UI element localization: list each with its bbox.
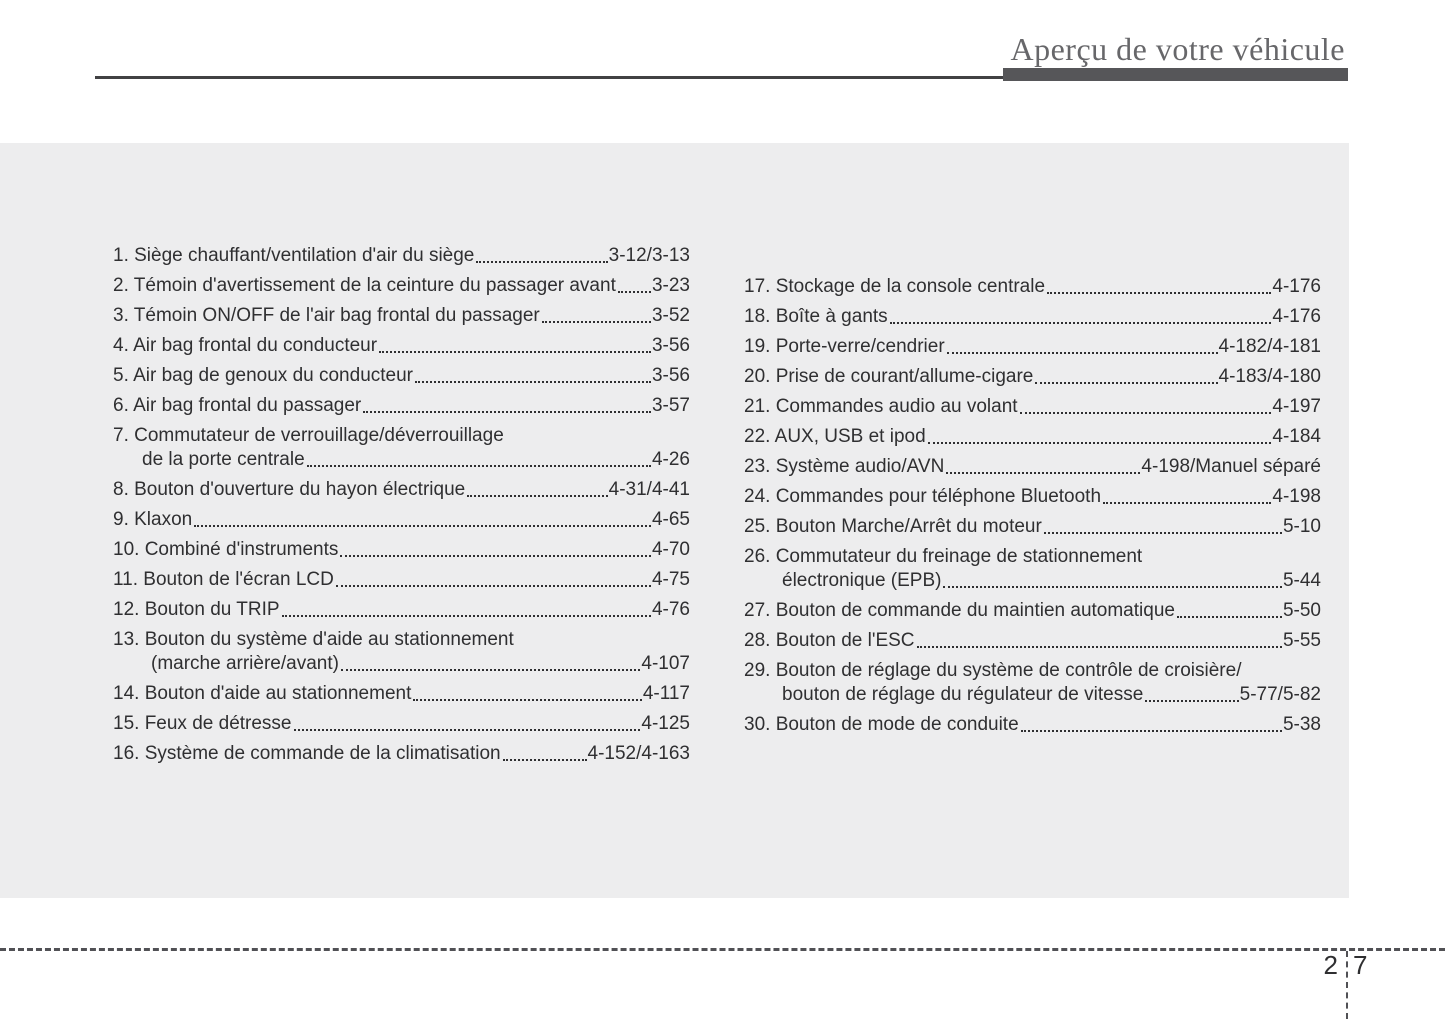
toc-entry-18 xyxy=(744,305,1321,329)
toc-item-text: 30. Bouton de mode de conduite xyxy=(744,714,1019,735)
toc-leader-dots xyxy=(340,538,651,557)
toc-entry-line2 xyxy=(744,683,1321,707)
toc-page-ref: 4-31/4-41 xyxy=(608,479,690,500)
toc-item-text: 28. Bouton de l'ESC xyxy=(744,630,915,651)
footer-vertical-dashed-rule xyxy=(1346,951,1348,1019)
toc-item-text: 27. Bouton de commande du maintien automatique xyxy=(744,600,1175,621)
toc-entry-15 xyxy=(113,712,690,736)
toc-leader-dots xyxy=(415,364,651,383)
toc-item-text: 21. Commandes audio au volant xyxy=(744,396,1018,417)
toc-entry-29 xyxy=(744,659,1321,707)
toc-entry-3 xyxy=(113,304,690,328)
toc-entry-line2 xyxy=(113,652,690,676)
toc-entry-27 xyxy=(744,599,1321,623)
toc-entry-6 xyxy=(113,394,690,418)
toc-item-text2: bouton de réglage du régulateur de vitesse xyxy=(782,684,1144,705)
toc-page-ref: 3-52 xyxy=(651,305,690,326)
toc-leader-dots xyxy=(194,508,651,527)
toc-page-ref: 4-198 xyxy=(1272,486,1321,507)
toc-entry-line xyxy=(113,424,690,448)
toc-item-text: 6. Air bag frontal du passager xyxy=(113,395,362,416)
toc-entry-line xyxy=(113,244,690,268)
toc-leader-dots xyxy=(294,712,641,731)
toc-leader-dots xyxy=(1145,683,1238,702)
toc-item-text: 23. Système audio/AVN xyxy=(744,456,945,477)
toc-page-ref: 4-152/4-163 xyxy=(587,743,690,764)
toc-leader-dots xyxy=(947,335,1218,354)
toc-entry-5 xyxy=(113,364,690,388)
toc-entry-line xyxy=(744,365,1321,389)
toc-item-text: 1. Siège chauffant/ventilation d'air du siège xyxy=(113,245,475,266)
toc-entry-line2 xyxy=(113,448,690,472)
toc-entry-28 xyxy=(744,629,1321,653)
toc-page-ref: 5-10 xyxy=(1282,516,1321,537)
toc-entry-line xyxy=(744,713,1321,737)
toc-item-text2: de la porte centrale xyxy=(142,449,305,470)
toc-page-ref: 4-76 xyxy=(651,599,690,620)
toc-item-text: 10. Combiné d'instruments xyxy=(113,539,339,560)
toc-item-text: 16. Système de commande de la climatisation xyxy=(113,743,501,764)
toc-page-ref: 4-65 xyxy=(651,509,690,530)
toc-leader-dots xyxy=(1103,485,1271,504)
toc-entry-19 xyxy=(744,335,1321,359)
toc-item-text: 24. Commandes pour téléphone Bluetooth xyxy=(744,486,1102,507)
toc-leader-dots xyxy=(1021,713,1282,732)
toc-entry-line xyxy=(113,568,690,592)
toc-column-right xyxy=(744,275,1321,772)
toc-entry-17 xyxy=(744,275,1321,299)
toc-entry-line xyxy=(744,305,1321,329)
toc-leader-dots xyxy=(946,455,1140,474)
toc-item-text: 29. Bouton de réglage du système de contrôle de croisière/ xyxy=(744,660,1242,681)
toc-entry-line xyxy=(744,275,1321,299)
toc-entry-line xyxy=(113,304,690,328)
toc-item-text2: (marche arrière/avant) xyxy=(151,653,339,674)
toc-entry-30 xyxy=(744,713,1321,737)
toc-item-text: 19. Porte-verre/cendrier xyxy=(744,336,945,357)
toc-entry-line xyxy=(744,659,1321,683)
toc-leader-dots xyxy=(943,569,1282,588)
toc-entry-line2 xyxy=(744,569,1321,593)
toc-page-ref: 4-184 xyxy=(1272,426,1321,447)
toc-entry-line xyxy=(744,515,1321,539)
toc-entry-13 xyxy=(113,628,690,676)
toc-entry-line xyxy=(113,628,690,652)
toc-leader-dots xyxy=(341,652,640,671)
toc-page-ref: 3-12/3-13 xyxy=(608,245,690,266)
toc-entry-line xyxy=(113,508,690,532)
toc-entry-14 xyxy=(113,682,690,706)
toc-leader-dots xyxy=(618,274,651,293)
toc-page-ref: 4-75 xyxy=(651,569,690,590)
toc-entry-line xyxy=(113,394,690,418)
toc-item-text: 14. Bouton d'aide au stationnement xyxy=(113,683,412,704)
toc-page-ref: 4-70 xyxy=(651,539,690,560)
toc-entry-line xyxy=(113,478,690,502)
toc-entry-8 xyxy=(113,478,690,502)
toc-column-left xyxy=(113,244,690,772)
toc-leader-dots xyxy=(467,478,607,497)
toc-entry-1 xyxy=(113,244,690,268)
toc-page-ref: 4-125 xyxy=(641,713,690,734)
toc-entry-line xyxy=(113,334,690,358)
toc-entry-20 xyxy=(744,365,1321,389)
content-panel xyxy=(0,143,1349,898)
toc-entry-line xyxy=(113,538,690,562)
toc-leader-dots xyxy=(336,568,651,587)
toc-entry-line xyxy=(113,742,690,766)
toc-page-ref: 4-198/Manuel séparé xyxy=(1141,456,1321,477)
toc-entry-23 xyxy=(744,455,1321,479)
footer-chapter-number: 2 xyxy=(1323,950,1338,980)
toc-entry-21 xyxy=(744,395,1321,419)
footer-page-number: 7 xyxy=(1353,950,1368,980)
toc-item-text: 26. Commutateur du freinage de stationnement xyxy=(744,546,1143,567)
toc-item-text: 11. Bouton de l'écran LCD xyxy=(113,569,334,590)
toc-item-text: 13. Bouton du système d'aide au stationnement xyxy=(113,629,514,650)
toc-leader-dots xyxy=(890,305,1272,324)
toc-item-text: 8. Bouton d'ouverture du hayon électrique xyxy=(113,479,466,500)
toc-leader-dots xyxy=(1044,515,1282,534)
footer-dashed-rule xyxy=(0,948,1445,951)
toc-entry-26 xyxy=(744,545,1321,593)
toc-page-ref: 4-197 xyxy=(1272,396,1321,417)
toc-entry-line xyxy=(113,364,690,388)
toc-item-text: 15. Feux de détresse xyxy=(113,713,292,734)
toc-entry-line xyxy=(113,682,690,706)
toc-item-text: 7. Commutateur de verrouillage/déverrouillage xyxy=(113,425,504,446)
toc-entry-line xyxy=(744,629,1321,653)
toc-item-text: 22. AUX, USB et ipod xyxy=(744,426,926,447)
toc-columns xyxy=(0,143,1349,772)
toc-page-ref: 4-176 xyxy=(1272,276,1321,297)
toc-leader-dots xyxy=(542,304,651,323)
toc-item-text: 9. Klaxon xyxy=(113,509,193,530)
toc-entry-line xyxy=(744,395,1321,419)
toc-entry-line xyxy=(744,485,1321,509)
toc-item-text2: électronique (EPB) xyxy=(782,570,942,591)
toc-leader-dots xyxy=(503,742,587,761)
toc-leader-dots xyxy=(1047,275,1271,294)
toc-entry-line xyxy=(744,425,1321,449)
toc-entry-line xyxy=(113,598,690,622)
toc-item-text: 2. Témoin d'avertissement de la ceinture du passager avant xyxy=(113,275,616,296)
toc-leader-dots xyxy=(1020,395,1272,414)
toc-entry-line xyxy=(744,545,1321,569)
toc-leader-dots xyxy=(282,598,651,617)
toc-page-ref: 5-50 xyxy=(1282,600,1321,621)
toc-item-text: 12. Bouton du TRIP xyxy=(113,599,280,620)
toc-page-ref: 4-183/4-180 xyxy=(1218,366,1321,387)
toc-leader-dots xyxy=(928,425,1272,444)
page-title: Aperçu de votre véhicule xyxy=(1010,31,1345,67)
toc-leader-dots xyxy=(379,334,651,353)
toc-entry-line xyxy=(744,455,1321,479)
toc-entry-24 xyxy=(744,485,1321,509)
toc-page-ref: 5-44 xyxy=(1282,570,1321,591)
toc-page-ref: 4-26 xyxy=(651,449,690,470)
toc-entry-22 xyxy=(744,425,1321,449)
toc-entry-9 xyxy=(113,508,690,532)
toc-leader-dots xyxy=(307,448,651,467)
toc-page-ref: 4-176 xyxy=(1272,306,1321,327)
toc-item-text: 4. Air bag frontal du conducteur xyxy=(113,335,378,356)
toc-entry-line xyxy=(113,274,690,298)
toc-page-ref: 4-182/4-181 xyxy=(1218,336,1321,357)
toc-leader-dots xyxy=(1035,365,1217,384)
toc-page-ref: 3-56 xyxy=(651,365,690,386)
toc-item-text: 18. Boîte à gants xyxy=(744,306,888,327)
toc-page-ref: 3-56 xyxy=(651,335,690,356)
toc-leader-dots xyxy=(363,394,651,413)
toc-entry-line xyxy=(744,599,1321,623)
toc-page-ref: 3-23 xyxy=(651,275,690,296)
toc-page-ref: 4-117 xyxy=(642,683,690,704)
toc-page-ref: 4-107 xyxy=(641,653,690,674)
header-thick-bar xyxy=(1003,68,1348,81)
toc-leader-dots xyxy=(413,682,641,701)
toc-entry-25 xyxy=(744,515,1321,539)
toc-entry-11 xyxy=(113,568,690,592)
toc-page-ref: 3-57 xyxy=(651,395,690,416)
toc-leader-dots xyxy=(917,629,1282,648)
toc-entry-10 xyxy=(113,538,690,562)
toc-page-ref: 5-77/5-82 xyxy=(1239,684,1321,705)
toc-item-text: 5. Air bag de genoux du conducteur xyxy=(113,365,414,386)
header-thin-rule xyxy=(95,76,1003,79)
toc-item-text: 20. Prise de courant/allume-cigare xyxy=(744,366,1034,387)
toc-entry-line xyxy=(113,712,690,736)
toc-entry-line xyxy=(744,335,1321,359)
toc-entry-4 xyxy=(113,334,690,358)
toc-entry-2 xyxy=(113,274,690,298)
toc-item-text: 25. Bouton Marche/Arrêt du moteur xyxy=(744,516,1042,537)
toc-item-text: 3. Témoin ON/OFF de l'air bag frontal du passager xyxy=(113,305,540,326)
toc-entry-7 xyxy=(113,424,690,472)
toc-page-ref: 5-55 xyxy=(1282,630,1321,651)
toc-page-ref: 5-38 xyxy=(1282,714,1321,735)
toc-leader-dots xyxy=(476,244,607,263)
toc-item-text: 17. Stockage de la console centrale xyxy=(744,276,1046,297)
toc-entry-16 xyxy=(113,742,690,766)
toc-entry-12 xyxy=(113,598,690,622)
toc-leader-dots xyxy=(1177,599,1282,618)
